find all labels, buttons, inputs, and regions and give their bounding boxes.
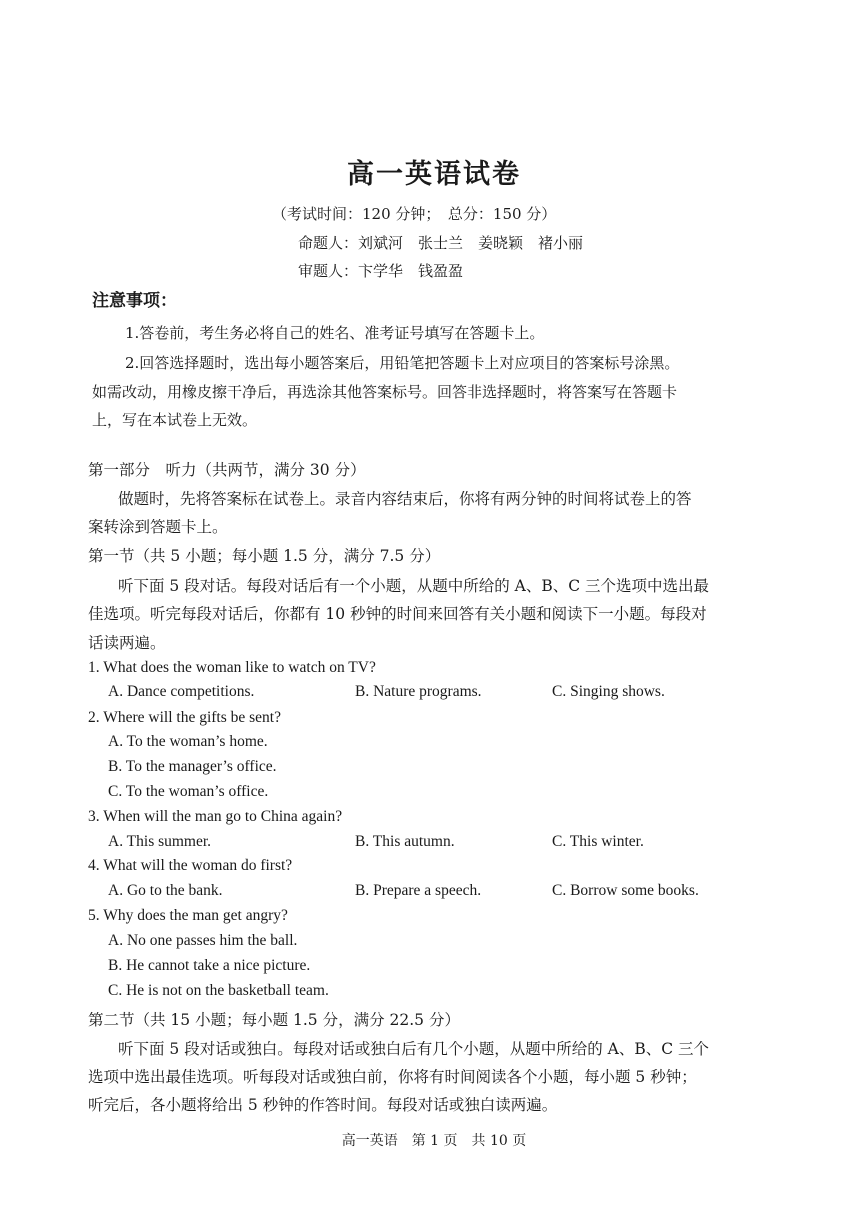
- section1-intro-line-3: 话读两遍。: [88, 634, 166, 652]
- part1-intro-line-1: 做题时，先将答案标在试卷上。录音内容结束后，你将有两分钟的时间将试卷上的答: [118, 490, 692, 508]
- section2-intro-line-2: 选项中选出最佳选项。听每段对话或独白前，你将有时间阅读各个小题，每小题 5 秒钟；: [88, 1068, 697, 1086]
- question-2-option-b: B. To the manager’s office.: [108, 758, 277, 775]
- reviewers-line: 审题人：卞学华 钱盈盈: [298, 262, 464, 280]
- part1-intro-line-2: 案转涂到答题卡上。: [88, 518, 228, 536]
- exam-info: （考试时间：120 分钟； 总分：150 分）: [272, 205, 557, 223]
- section1-heading: 第一节（共 5 小题；每小题 1.5 分，满分 7.5 分）: [88, 547, 441, 565]
- notice-item-2-line-2: 如需改动，用橡皮擦干净后，再选涂其他答案标号。回答非选择题时，将答案写在答题卡: [92, 383, 678, 401]
- question-3-stem: 3. When will the man go to China again?: [88, 808, 343, 825]
- question-5-option-b: B. He cannot take a nice picture.: [108, 957, 311, 974]
- notice-item-2-line-3: 上，写在本试卷上无效。: [92, 411, 258, 429]
- question-4-option-a: A. Go to the bank.: [108, 882, 223, 899]
- question-1-option-c: C. Singing shows.: [552, 683, 665, 700]
- page-footer: 高一英语 第 1 页 共 10 页: [341, 1133, 527, 1149]
- question-1-stem: 1. What does the woman like to watch on TV?: [88, 659, 376, 676]
- notice-heading: 注意事项：: [92, 291, 177, 311]
- question-2-stem: 2. Where will the gifts be sent?: [88, 709, 281, 726]
- question-3-option-b: B. This autumn.: [355, 833, 455, 850]
- question-5-option-c: C. He is not on the basketball team.: [108, 982, 329, 999]
- section2-heading: 第二节（共 15 小题；每小题 1.5 分，满分 22.5 分）: [88, 1011, 460, 1029]
- question-4-option-c: C. Borrow some books.: [552, 882, 699, 899]
- section1-intro-line-2: 佳选项。听完每段对话后，你都有 10 秒钟的时间来回答有关小题和阅读下一小题。每段对: [88, 605, 707, 623]
- question-3-option-a: A. This summer.: [108, 833, 212, 850]
- section2-intro-line-1: 听下面 5 段对话或独白。每段对话或独白后有几个小题，从题中所给的 A、B、C 三个: [118, 1040, 710, 1058]
- question-1-option-b: B. Nature programs.: [355, 683, 482, 700]
- section2-intro-line-3: 听完后，各小题将给出 5 秒钟的作答时间。每段对话或独白读两遍。: [88, 1096, 558, 1114]
- question-2-option-a: A. To the woman’s home.: [108, 733, 268, 750]
- question-4-stem: 4. What will the woman do first?: [88, 857, 293, 874]
- question-4-option-b: B. Prepare a speech.: [355, 882, 482, 899]
- notice-item-1: 1.答卷前，考生务必将自己的姓名、准考证号填写在答题卡上。: [125, 324, 545, 342]
- question-5-option-a: A. No one passes him the ball.: [108, 932, 298, 949]
- notice-item-2-line-1: 2.回答选择题时，选出每小题答案后，用铅笔把答题卡上对应项目的答案标号涂黑。: [125, 354, 680, 372]
- question-3-option-c: C. This winter.: [552, 833, 644, 850]
- authors-line: 命题人：刘斌河 张士兰 姜晓颖 褚小丽: [298, 234, 584, 252]
- part1-heading: 第一部分 听力（共两节，满分 30 分）: [88, 461, 366, 479]
- question-1-option-a: A. Dance competitions.: [108, 683, 255, 700]
- section1-intro-line-1: 听下面 5 段对话。每段对话后有一个小题，从题中所给的 A、B、C 三个选项中选出最: [118, 577, 710, 595]
- page-title: 高一英语试卷: [347, 159, 521, 190]
- question-5-stem: 5. Why does the man get angry?: [88, 907, 288, 924]
- question-2-option-c: C. To the woman’s office.: [108, 783, 269, 800]
